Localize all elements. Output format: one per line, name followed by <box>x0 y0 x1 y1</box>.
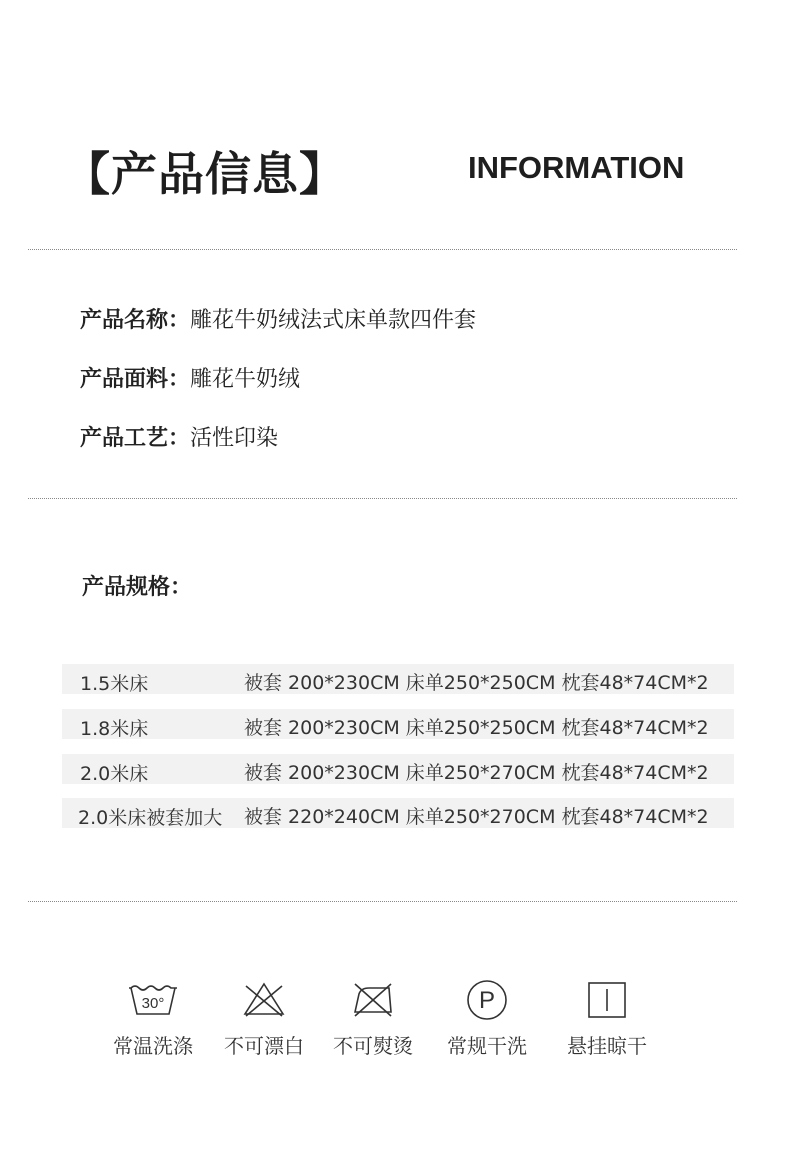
care-label: 常规干洗 <box>447 1034 527 1058</box>
spec-size: 1.8米床 <box>80 718 149 740</box>
no-bleach-icon <box>238 980 290 1020</box>
line-dry-icon <box>581 980 633 1020</box>
spec-row <box>62 664 734 694</box>
wash-temp-label: 30° <box>141 995 165 1012</box>
spec-size: 2.0米床被套加大 <box>78 807 223 829</box>
info-label: 产品工艺： <box>80 426 191 451</box>
care-label: 悬挂晾干 <box>567 1034 647 1058</box>
spec-size: 1.5米床 <box>80 673 149 695</box>
care-label: 常温洗涤 <box>113 1034 193 1058</box>
info-row-name <box>80 303 476 334</box>
info-value: 雕花牛奶绒法式床单款四件套 <box>190 308 477 333</box>
page-title-english: INFORMATION <box>468 150 685 185</box>
care-label: 不可熨烫 <box>333 1034 413 1058</box>
info-row-process <box>80 421 278 452</box>
spec-title: 产品规格： <box>82 575 193 600</box>
divider <box>28 901 737 902</box>
care-item-line-dry <box>552 980 662 1059</box>
spec-row <box>62 754 734 784</box>
dry-clean-letter: P <box>478 987 496 1014</box>
spec-size: 2.0米床 <box>80 763 149 785</box>
page-title: 【产品信息】 <box>64 147 346 201</box>
info-row-material <box>80 362 300 393</box>
divider <box>28 249 737 250</box>
info-label: 产品面料： <box>80 367 191 392</box>
no-iron-icon <box>347 980 399 1020</box>
wash-30-icon <box>127 980 179 1020</box>
spec-detail: 被套 220*240CM 床单250*270CM 枕套48*74CM*2 <box>244 806 709 828</box>
info-label: 产品名称： <box>80 308 191 333</box>
spec-row <box>62 709 734 739</box>
care-item-dry-clean <box>432 980 542 1059</box>
divider <box>28 498 737 499</box>
info-value: 雕花牛奶绒 <box>190 367 301 392</box>
care-item-no-iron <box>318 980 428 1059</box>
care-label: 不可漂白 <box>224 1034 304 1058</box>
care-item-wash <box>98 980 208 1059</box>
dry-clean-p-icon <box>461 980 513 1020</box>
spec-row <box>62 798 734 828</box>
spec-detail: 被套 200*230CM 床单250*250CM 枕套48*74CM*2 <box>244 672 709 694</box>
care-item-no-bleach <box>209 980 319 1059</box>
spec-detail: 被套 200*230CM 床单250*270CM 枕套48*74CM*2 <box>244 762 709 784</box>
info-value: 活性印染 <box>190 426 279 451</box>
spec-detail: 被套 200*230CM 床单250*250CM 枕套48*74CM*2 <box>244 717 709 739</box>
